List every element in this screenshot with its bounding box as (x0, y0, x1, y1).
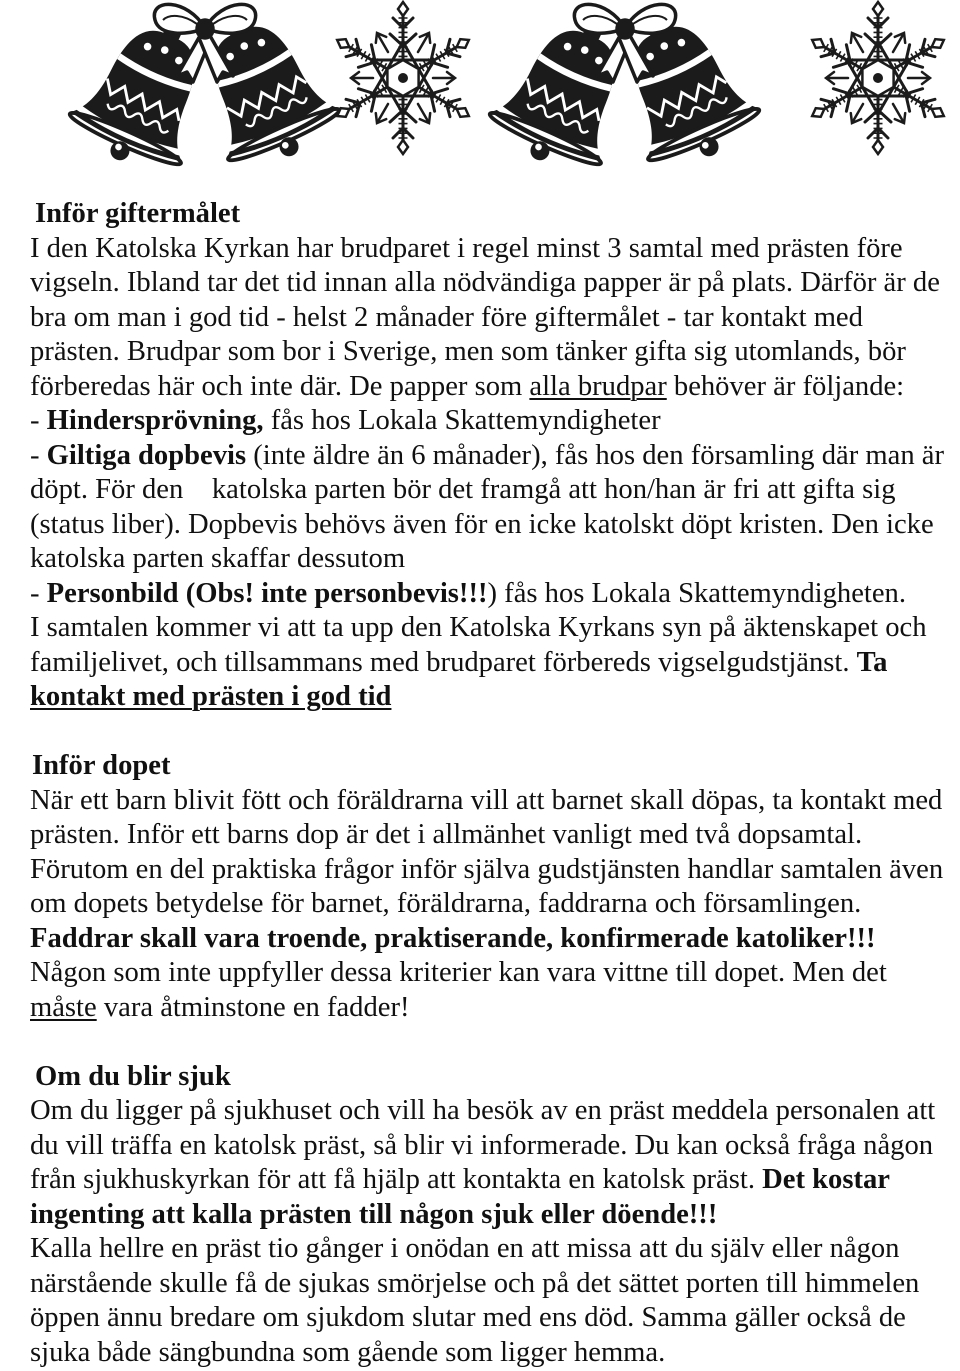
text-line: Någon som inte uppfyller dessa kriterier kan vara vittne till dopet. Men det (30, 957, 887, 988)
section-heading: Inför dopet (32, 750, 171, 781)
underlined-text: alla brudpar (529, 370, 667, 402)
bold-text: Ta (856, 646, 888, 678)
text-line: bra om man i god tid - helst 2 månader före giftermålet - tar kontakt med (30, 301, 863, 333)
spacer (30, 1025, 956, 1060)
spacer (30, 715, 956, 750)
text-segment: vara åtminstone en fadder! (96, 991, 410, 1023)
section-heading: Om du blir sjuk (35, 1060, 231, 1092)
text-line (30, 991, 956, 1026)
bells-icon (481, 0, 769, 168)
text-segment: från sjukhuskyrkan för att få hjälp att kontakta en katolsk präst. (30, 1164, 763, 1195)
text-line (30, 370, 956, 405)
text-segment: familjelivet, och tillsammans med brudparet förbereds vigselgudstjänst. (30, 646, 857, 678)
text-line (30, 1163, 956, 1198)
text-line: döpt. För den katolska parten bör det framgå att hon/han är fri att gifta sig (30, 474, 896, 505)
text-line: prästen. Brudpar som bor i Sverige, men som tänker gifta sig utomlands, bör (30, 336, 906, 367)
emphasis-line: ingenting att kalla prästen till någon sjuk eller döende!!! (30, 1198, 718, 1230)
text-segment: förberedas här och inte där. De papper som (30, 370, 530, 402)
text-line: närstående skulle få de sjukas smörjelse och på det sättet porten till himmelen (30, 1267, 920, 1299)
text-line: om dopets betydelse för barnet, föräldrarna, faddrarna och församlingen. (30, 888, 862, 919)
text-segment: - (30, 577, 47, 609)
text-line (30, 646, 956, 681)
text-line: När ett barn blivit fött och föräldrarna vill att barnet skall döpas, ta kontakt med (30, 784, 943, 816)
text-segment: behöver är följande: (666, 370, 905, 402)
text-segment: - (30, 439, 47, 471)
section-wedding (30, 197, 956, 715)
text-line: Kalla hellre en präst tio gånger i onödan en att missa att du själv eller någon (30, 1233, 900, 1264)
text-line: (status liber). Dopbevis behövs även för en icke katolskt döpt kristen. Den icke (30, 508, 934, 540)
text-segment: ) fås hos Lokala Skattemyndigheten. (487, 577, 906, 609)
text-segment: (inte äldre än 6 månader), fås hos den församling där man är (246, 439, 944, 471)
emphasis-line: Faddrar skall vara troende, praktiserande, konfirmerade katoliker!!! (30, 922, 876, 954)
bold-text: Det kostar (762, 1164, 890, 1195)
text-line: öppen ännu bredare om sjukdom slutar med ens död. Samma gäller också de (30, 1302, 906, 1333)
text-line: I den Katolska Kyrkan har brudparet i regel minst 3 samtal med prästen före (30, 232, 903, 264)
list-item (30, 404, 956, 439)
bells-icon (61, 0, 349, 168)
text-line: katolska parten skaffar dessutom (30, 543, 406, 574)
emphasis-line: kontakt med prästen i god tid (30, 681, 392, 712)
text-line: Förutom en del praktiska frågor inför själva gudstjänsten handlar samtalen även (30, 853, 944, 885)
snowflake-icon (806, 2, 951, 154)
text-line: du vill träffa en katolsk präst, så blir vi informerade. Du kan också fråga någon (30, 1129, 934, 1161)
header-ornaments (0, 0, 960, 168)
text-line: sjuka både sängbundna som gående som ligger hemma. (30, 1336, 666, 1368)
document-body (30, 197, 956, 1370)
snowflake-icon (331, 2, 476, 154)
text-line: Om du ligger på sjukhuset och vill ha besök av en präst meddela personalen att (30, 1095, 936, 1126)
text-segment: fås hos Lokala Skattemyndigheter (263, 405, 661, 436)
list-item (30, 577, 956, 612)
section-illness (30, 1060, 956, 1371)
text-line: vigseln. Ibland tar det tid innan alla nödvändiga papper är på plats. Därför är de (30, 267, 940, 298)
text-segment: - (30, 405, 47, 436)
text-line: I samtalen kommer vi att ta upp den Katolska Kyrkans syn på äktenskapet och (30, 612, 927, 643)
list-item (30, 439, 956, 474)
underlined-text: måste (30, 991, 97, 1023)
bold-text: Personbild (Obs! inte personbevis!!! (46, 577, 488, 609)
section-heading: Inför giftermålet (35, 198, 241, 229)
text-line: prästen. Inför ett barns dop är det i allmänhet vanligt med två dopsamtal. (30, 819, 863, 850)
bold-text: Hindersprövning, (46, 405, 264, 436)
bold-text: Giltiga dopbevis (46, 439, 247, 471)
section-baptism (30, 749, 956, 1025)
